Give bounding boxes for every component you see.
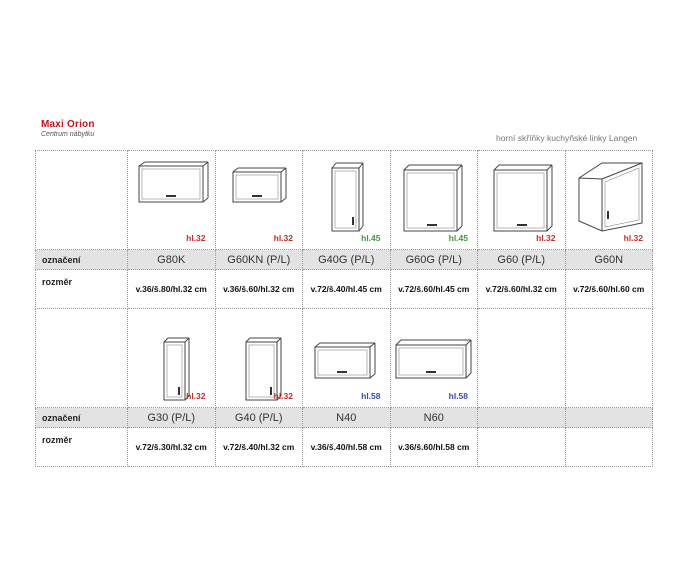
empty-cell [565, 309, 653, 408]
code-row-2 [36, 408, 653, 428]
cabinet-cell [303, 151, 391, 250]
cabinet-table [35, 150, 653, 467]
cabinet-cell [128, 309, 216, 408]
product-dims [565, 428, 653, 467]
product-dims: v.72/š.60/hl.32 cm [478, 270, 566, 309]
product-code: N40 [303, 408, 391, 428]
product-dims: v.72/š.30/hl.32 cm [128, 428, 216, 467]
brand-subtitle: Centrum nábytku [41, 131, 95, 138]
cabinet-cell [215, 309, 303, 408]
product-dims: v.72/š.40/hl.45 cm [303, 270, 391, 309]
cabinet-cell [303, 309, 391, 408]
product-dims [478, 428, 566, 467]
product-dims: v.72/š.40/hl.32 cm [215, 428, 303, 467]
product-dims: v.36/š.60/hl.32 cm [215, 270, 303, 309]
cabinet-cell [390, 309, 478, 408]
empty-cell [478, 309, 566, 408]
document-title: horní skříňky kuchyňské linky Langen [496, 133, 638, 143]
dims-row-2 [36, 428, 653, 467]
product-code: G60KN (P/L) [215, 250, 303, 270]
depth-label: hl.32 [186, 233, 206, 243]
cabinet-cell [565, 151, 653, 250]
code-label: označení [36, 408, 128, 428]
depth-label: hl.32 [536, 233, 556, 243]
cabinet-cell [128, 151, 216, 250]
depth-label: hl.32 [186, 391, 206, 401]
depth-label: hl.32 [273, 233, 293, 243]
empty-cell [36, 151, 128, 250]
image-row-2 [36, 309, 653, 408]
brand-name: Maxi Orion [41, 119, 95, 130]
dims-label: rozměr [36, 428, 128, 467]
product-dims: v.36/š.80/hl.32 cm [128, 270, 216, 309]
product-code: G30 (P/L) [128, 408, 216, 428]
product-dims: v.72/š.60/hl.60 cm [565, 270, 653, 309]
product-code: G60G (P/L) [390, 250, 478, 270]
cabinet-cell [390, 151, 478, 250]
dims-label: rozměr [36, 270, 128, 309]
depth-label: hl.58 [448, 391, 468, 401]
empty-cell [36, 309, 128, 408]
depth-label: hl.45 [361, 233, 381, 243]
code-row-1 [36, 250, 653, 270]
product-code: G80K [128, 250, 216, 270]
product-code: N60 [390, 408, 478, 428]
depth-label: hl.58 [361, 391, 381, 401]
product-dims: v.36/š.40/hl.58 cm [303, 428, 391, 467]
dims-row-1 [36, 270, 653, 309]
product-code: G40G (P/L) [303, 250, 391, 270]
product-dims: v.36/š.60/hl.58 cm [390, 428, 478, 467]
cabinet-cell [478, 151, 566, 250]
depth-label: hl.45 [448, 233, 468, 243]
product-code [478, 408, 566, 428]
image-row-1 [36, 151, 653, 250]
product-code: G60N [565, 250, 653, 270]
product-code: G60 (P/L) [478, 250, 566, 270]
product-dims: v.72/š.60/hl.45 cm [390, 270, 478, 309]
depth-label: hl.32 [273, 391, 293, 401]
code-label: označení [36, 250, 128, 270]
product-code: G40 (P/L) [215, 408, 303, 428]
product-code [565, 408, 653, 428]
brand-logo [41, 120, 95, 138]
depth-label: hl.32 [623, 233, 643, 243]
cabinet-cell [215, 151, 303, 250]
